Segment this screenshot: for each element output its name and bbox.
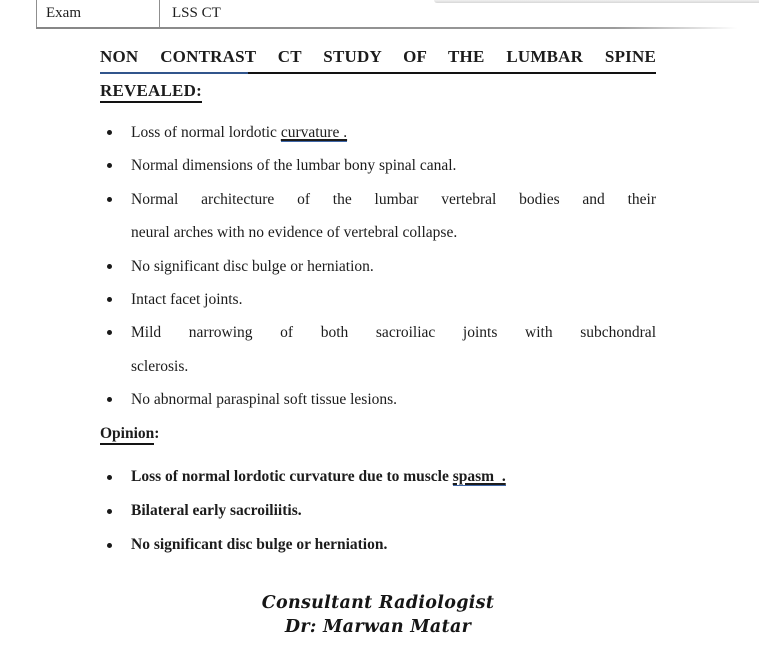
- list-item: [100, 316, 656, 383]
- bullet-icon: [107, 130, 112, 135]
- opinion-list: [100, 460, 656, 562]
- spellcheck-underline: [100, 72, 248, 74]
- finding-text: neural arches with no evidence of vertebral collapse.: [131, 224, 458, 242]
- exam-header-table: [36, 0, 759, 28]
- bullet-icon: [107, 264, 112, 269]
- opinion-text: Bilateral early sacroiliitis.: [131, 502, 302, 520]
- opinion-heading-word: Opinion: [100, 425, 154, 445]
- title-rest: CT STUDY OF THE LUMBAR SPINE: [277, 47, 656, 66]
- opinion-underlined-word: spasm .: [452, 468, 506, 486]
- bullet-icon: [107, 397, 112, 402]
- finding-text: sclerosis.: [131, 357, 189, 375]
- bullet-icon: [107, 197, 112, 202]
- signature-block: [100, 592, 656, 639]
- list-item: [100, 460, 656, 494]
- finding-text: No abnormal paraspinal soft tissue lesions.: [131, 391, 398, 409]
- table-bottom-border: [36, 27, 759, 29]
- exam-label: Exam: [46, 5, 81, 21]
- bullet-icon: [107, 475, 112, 480]
- list-item: [100, 116, 656, 149]
- opinion-heading: [100, 417, 656, 450]
- signature-doctor-name: Dr: Marwan Matar: [284, 616, 472, 637]
- bullet-icon: [107, 297, 112, 302]
- list-item: [100, 283, 656, 316]
- report-body: [100, 44, 656, 639]
- list-item: [100, 149, 656, 182]
- finding-text: No significant disc bulge or herniation.: [131, 257, 374, 275]
- finding-text: Normal architecture of the lumbar vertebral bodies and their: [131, 190, 656, 208]
- finding-text: Normal dimensions of the lumbar bony spinal canal.: [131, 157, 457, 175]
- bullet-icon: [107, 330, 112, 335]
- list-item: [100, 250, 656, 283]
- finding-underlined-word: curvature .: [280, 124, 348, 141]
- bullet-icon: [107, 163, 112, 168]
- report-title: [100, 44, 656, 103]
- report-title-line1: [100, 44, 656, 74]
- title-spellchecked-words: NON CONTRAST: [100, 47, 256, 66]
- opinion-text: Loss of normal lordotic curvature due to muscle: [131, 468, 453, 486]
- list-item: [100, 494, 656, 528]
- opinion-text: No significant disc bulge or herniation.: [131, 536, 388, 554]
- exam-value: LSS CT: [172, 5, 221, 21]
- list-item: [100, 183, 656, 250]
- title-revealed: REVEALED:: [100, 81, 202, 103]
- list-item: [100, 528, 656, 562]
- bullet-icon: [107, 509, 112, 514]
- bullet-icon: [107, 543, 112, 548]
- finding-text: Mild narrowing of both sacroiliac joints with subchondral: [131, 324, 656, 342]
- opinion-heading-colon: :: [154, 424, 160, 442]
- exam-label-cell: [36, 0, 160, 27]
- list-item: [100, 383, 656, 416]
- finding-text: Intact facet joints.: [131, 291, 243, 309]
- findings-list: [100, 116, 656, 417]
- report-title-line2: [100, 78, 656, 103]
- finding-text: Loss of normal lordotic: [131, 124, 281, 141]
- signature-role: Consultant Radiologist: [261, 593, 495, 614]
- exam-value-cell: [160, 0, 221, 27]
